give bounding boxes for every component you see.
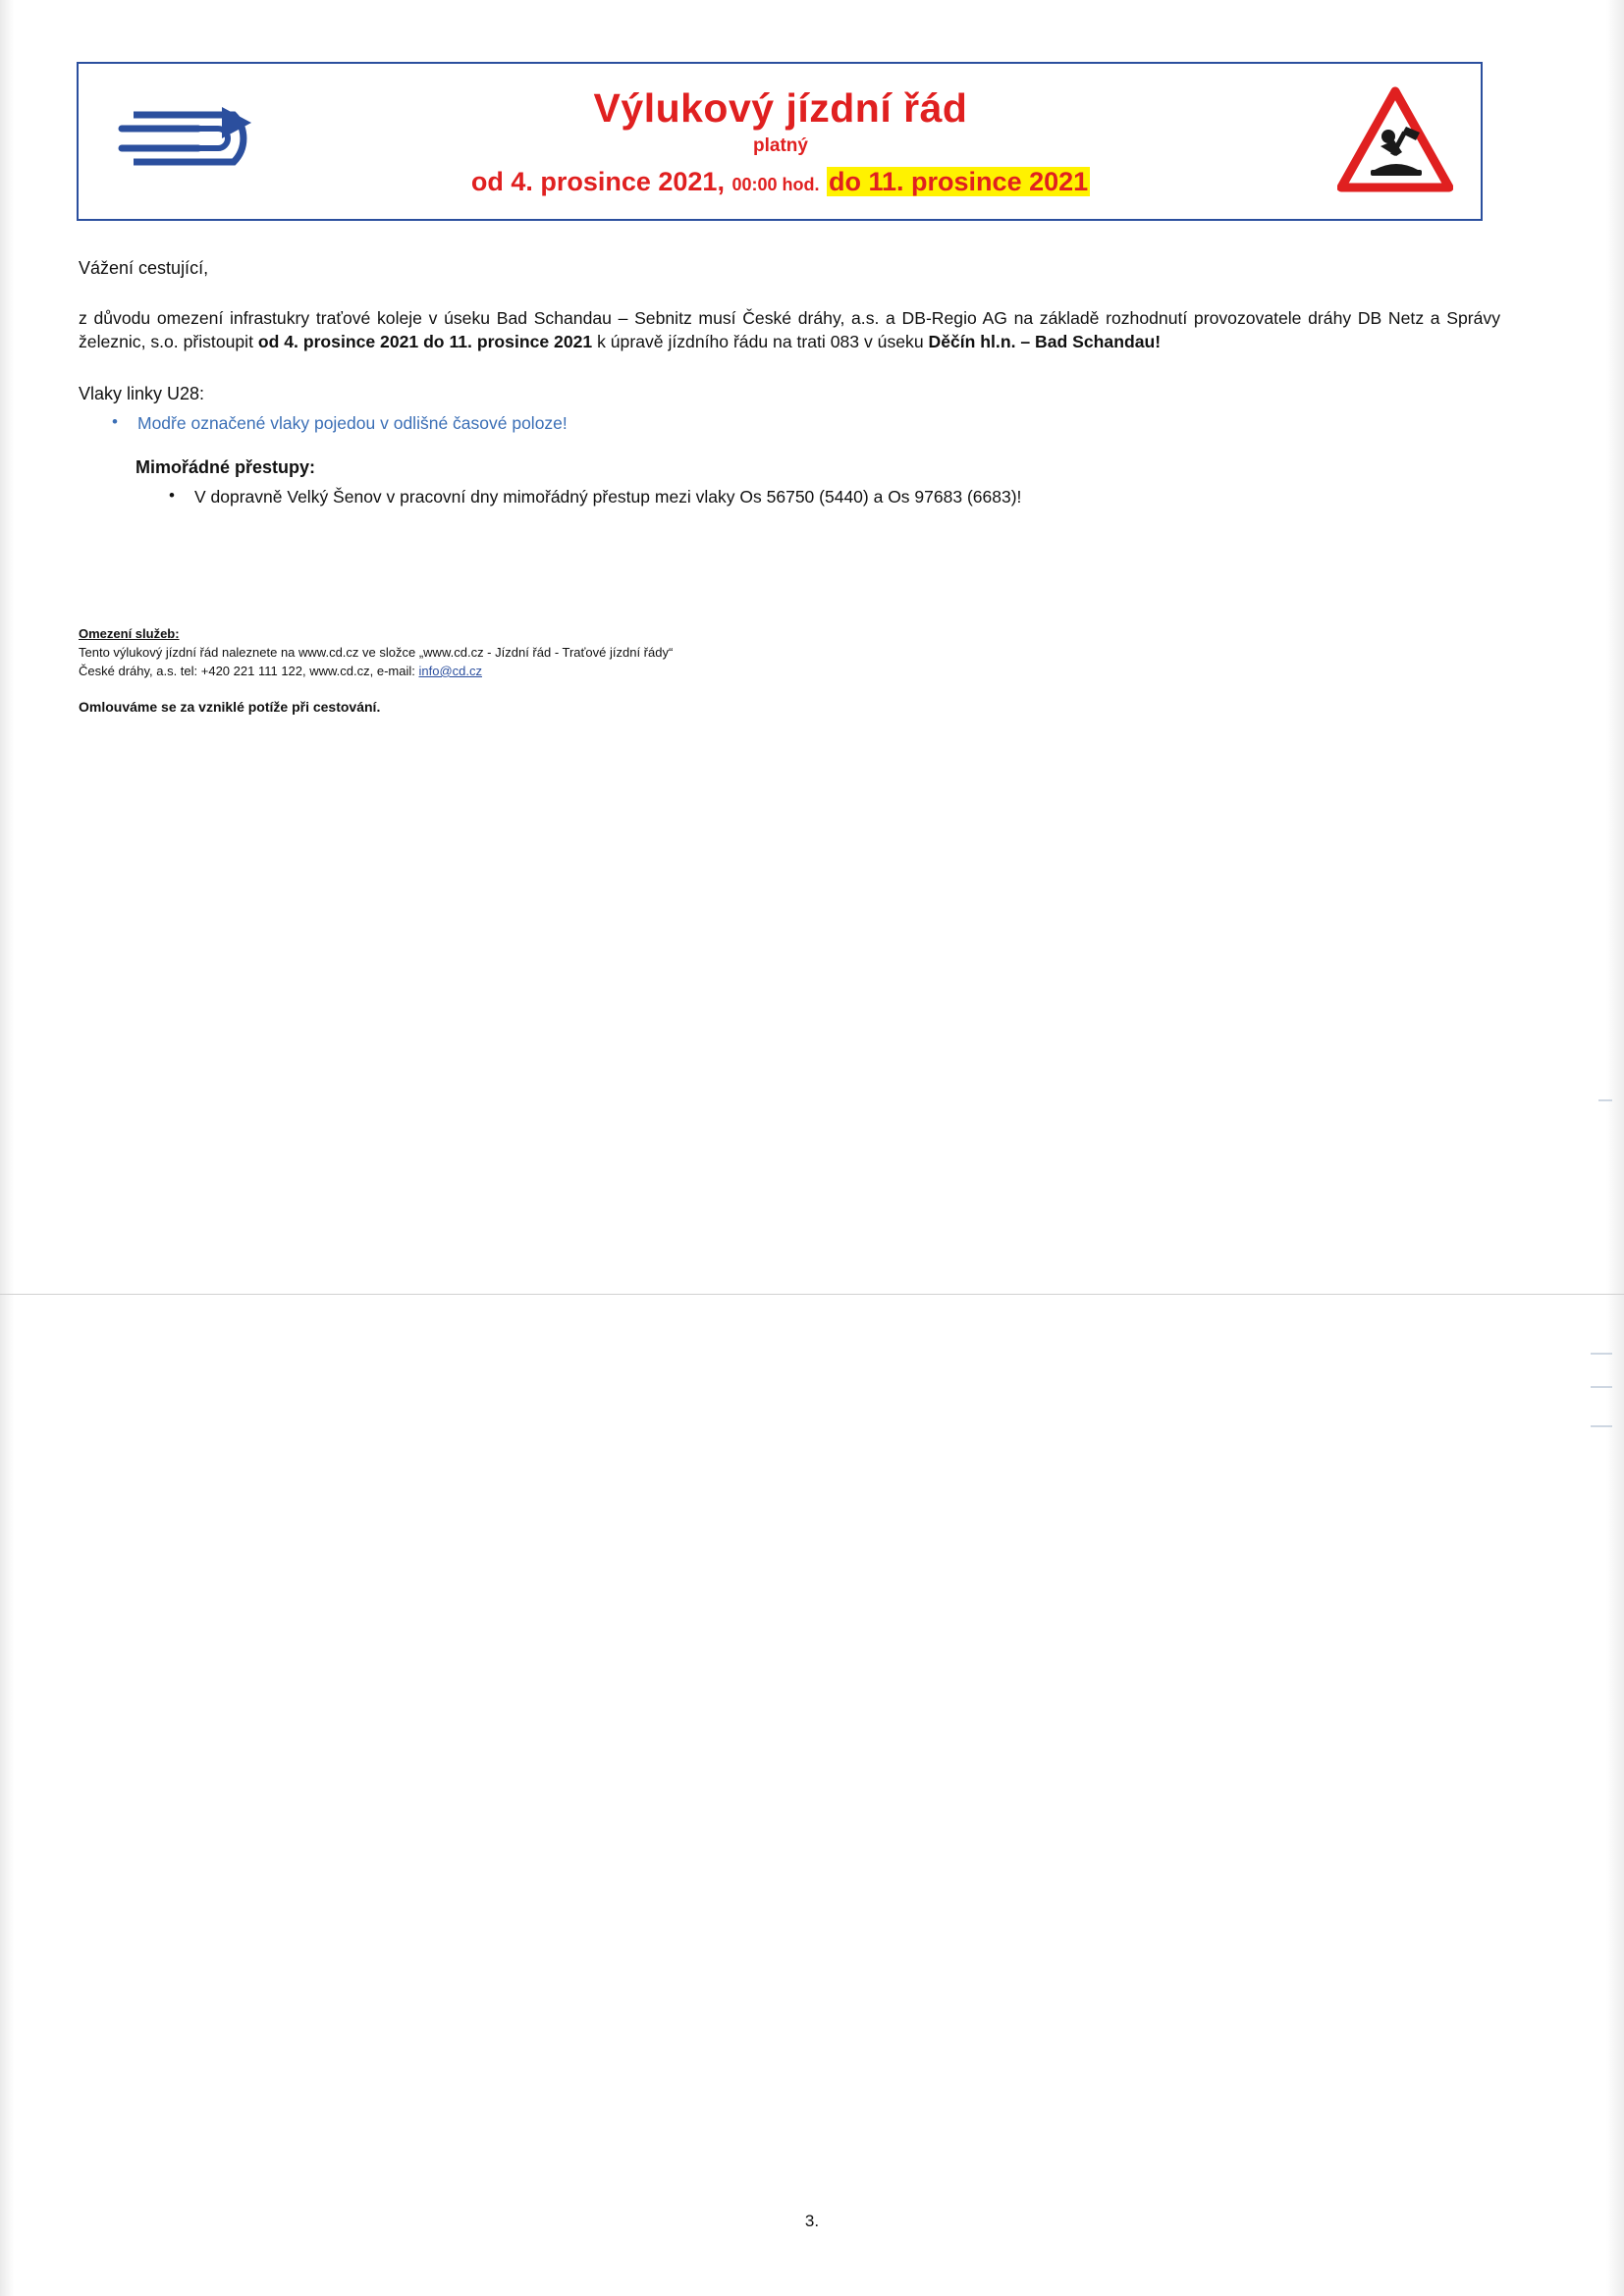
validity-time: 00:00 hod. <box>731 175 820 195</box>
transfers-heading: Mimořádné přestupy: <box>135 457 316 478</box>
cd-logo-icon <box>104 89 300 187</box>
header-banner <box>77 62 1483 221</box>
footer-contact-text: České dráhy, a.s. tel: +420 221 111 122, www.cd.cz, e-mail: <box>79 663 419 678</box>
scan-artifact <box>1591 1353 1612 1355</box>
banner-validity <box>324 167 1237 197</box>
document-body <box>79 257 1500 530</box>
intro-text-c: k úpravě jízdního řádu na trati 083 v úseku <box>592 332 929 352</box>
footer-title: Omezení služeb: <box>79 626 180 641</box>
roadworks-warning-icon <box>1337 85 1453 195</box>
validity-to: do 11. prosince 2021 <box>829 167 1089 197</box>
intro-text-a: z důvodu omezení infrastukry traťové koleje v úseku Bad Schandau – Sebnitz musí České dráhy, a.s. a DB-Regio AG na základě rozhodnutí provozovatele dráhy DB Netz a Správy železnic, s.o. přistoupit <box>79 307 1500 352</box>
footer-line-2 <box>79 663 1355 680</box>
intro-section: Děčín hl.n. – Bad Schandau! <box>928 332 1162 352</box>
banner-center <box>324 74 1237 197</box>
line-heading: Vlaky linky U28: <box>79 384 205 404</box>
validity-from: od 4. prosince 2021, <box>470 167 725 197</box>
apology-text: Omlouváme se za vzniklé potíže při cestování. <box>79 699 381 716</box>
list-item: • V dopravně Velký Šenov v pracovní dny mimořádný přestup mezi vlaky Os 56750 (5440) a Os 97683 (6683)! <box>194 486 1500 508</box>
footer-line-1: Tento výlukový jízdní řád naleznete na www.cd.cz ve složce „www.cd.cz - Jízdní řád - Traťové jízdní řády“ <box>79 645 674 661</box>
greeting: Vážení cestující, <box>79 258 209 278</box>
scan-artifact <box>1598 1099 1612 1101</box>
scan-artifact <box>1591 1425 1612 1427</box>
footer-block <box>79 625 1355 718</box>
line-notes-list <box>79 412 1500 435</box>
scan-artifact <box>1591 1386 1612 1388</box>
list-item: • Modře označené vlaky pojedou v odlišné časové poloze! <box>137 412 1500 435</box>
transfers-list <box>79 486 1500 508</box>
intro-paragraph <box>79 306 1500 354</box>
email-link[interactable]: info@cd.cz <box>418 663 482 678</box>
scan-edge-right <box>1606 0 1624 2296</box>
scan-edge-left <box>0 0 14 2296</box>
intro-dates: od 4. prosince 2021 do 11. prosince 2021 <box>257 332 593 352</box>
scan-fold-line <box>0 1294 1624 1295</box>
banner-title: Výlukový jízdní řád <box>593 85 968 131</box>
banner-subtitle: platný <box>753 135 808 157</box>
page-number: 3. <box>804 2212 820 2230</box>
